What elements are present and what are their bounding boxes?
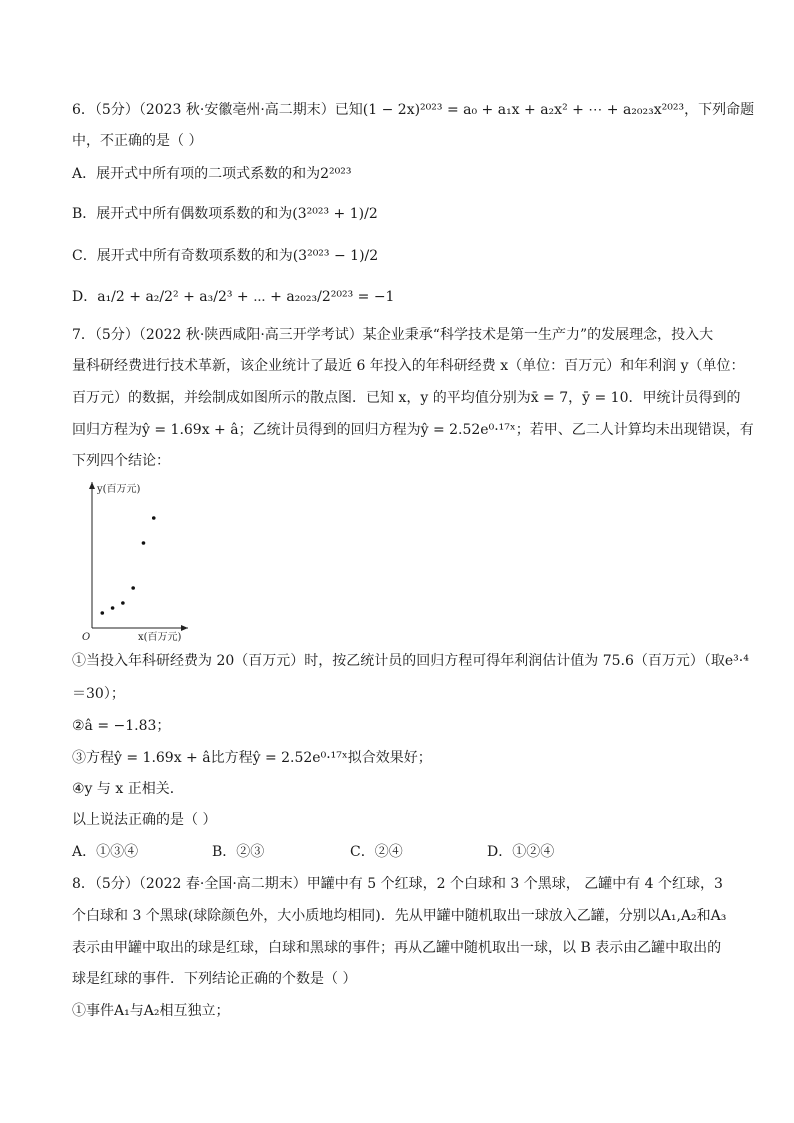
q7-option-b: B．②③ — [212, 844, 265, 860]
origin-label: O — [82, 632, 91, 643]
q7-conclusion-1-line-2: ＝30）； — [72, 686, 125, 702]
scatter-point — [121, 601, 125, 605]
scatter-point — [152, 516, 156, 520]
q6-option-c: C．展开式中所有奇数项系数的和为(3²⁰²³ − 1)/2 — [72, 248, 379, 264]
q6-option-a: A．展开式中所有项的二项式系数的和为2²⁰²³ — [72, 166, 352, 182]
q8-stem-line-3: 表示由甲罐中取出的球是红球，白球和黑球的事件；再从乙罐中随机取出一球，以 B 表示由乙罐中取出的 — [72, 940, 722, 956]
q7-stem-line-1: 7．（5分）（2022 秋·陕西咸阳·高三开学考试）某企业秉承“科学技术是第一生产力”的发展理念，投入大 — [72, 327, 714, 343]
q7-stem-line-3: 百万元）的数据，并绘制成如图所示的散点图．已知 x，y 的平均值分别为x̄ = 7，ȳ = 10．甲统计员得到的 — [72, 390, 741, 406]
q7-stem-line-2: 量科研经费进行技术革新，该企业统计了最近 6 年投入的年科研经费 x（单位：百万元）和年利润 y（单位： — [72, 358, 745, 374]
q6-option-d: D．a₁/2 + a₂/2² + a₃/2³ + ⋯ + a₂₀₂₃/2²⁰²³ = −1 — [72, 289, 395, 305]
scatter-point — [131, 586, 135, 590]
q8-stem-line-2: 个白球和 3 个黑球(球除颜色外，大小质地均相同)．先从甲罐中随机取出一球放入乙罐，分别以A₁,A₂和A₃ — [72, 908, 727, 924]
q8-conclusion-1: ①事件A₁与A₂相互独立； — [72, 1003, 230, 1019]
q7-stem-line-5: 下列四个结论： — [72, 453, 170, 469]
q7-option-a: A．①③④ — [72, 844, 139, 860]
q8-stem-line-1: 8．（5分）（2022 春·全国·高二期末）甲罐中有 5 个红球，2 个白球和 3 个黑球， 乙罐中有 4 个红球，3 — [72, 876, 723, 892]
q7-option-c: C．②④ — [350, 844, 403, 860]
q7-stem-line-4: 回归方程为ŷ = 1.69x + â；乙统计员得到的回归方程为ŷ = 2.52e⁰·¹⁷ˣ；若甲、乙二人计算均未出现错误，有 — [72, 422, 754, 438]
q7-conclusion-2: ②â = −1.83； — [72, 718, 171, 734]
q7-conclusion-4: ④y 与 x 正相关． — [72, 781, 184, 797]
y-axis-label: y(百万元) — [97, 484, 141, 495]
q8-stem-line-4: 球是红球的事件．下列结论正确的个数是（ ） — [72, 971, 357, 987]
q6-stem-line-2: 中，不正确的是（ ） — [72, 133, 203, 149]
scatter-point — [142, 541, 146, 545]
q7-prompt: 以上说法正确的是（ ） — [72, 812, 217, 828]
scatter-point — [111, 606, 115, 610]
q7-conclusion-1-line-1: ①当投入年科研经费为 20（百万元）时，按乙统计员的回归方程可得年利润估计值为 75.6（百万元）（取e³·⁴ — [72, 653, 749, 669]
q7-conclusion-3: ③方程ŷ = 1.69x + â比方程ŷ = 2.52e⁰·¹⁷ˣ拟合效果好； — [72, 750, 432, 766]
q6-stem-line-1: 6．（5分）（2023 秋·安徽亳州·高二期末）已知(1 − 2x)²⁰²³ = a₀ + a₁x + a₂x² + ⋯ + a₂₀₂₃x²⁰²³，下列命题 — [72, 102, 755, 118]
scatter-point — [100, 611, 104, 615]
x-axis-label: x(百万元) — [138, 632, 182, 643]
q6-option-b: B．展开式中所有偶数项系数的和为(3²⁰²³ + 1)/2 — [72, 206, 378, 222]
q7-option-d: D．①②④ — [487, 844, 555, 860]
